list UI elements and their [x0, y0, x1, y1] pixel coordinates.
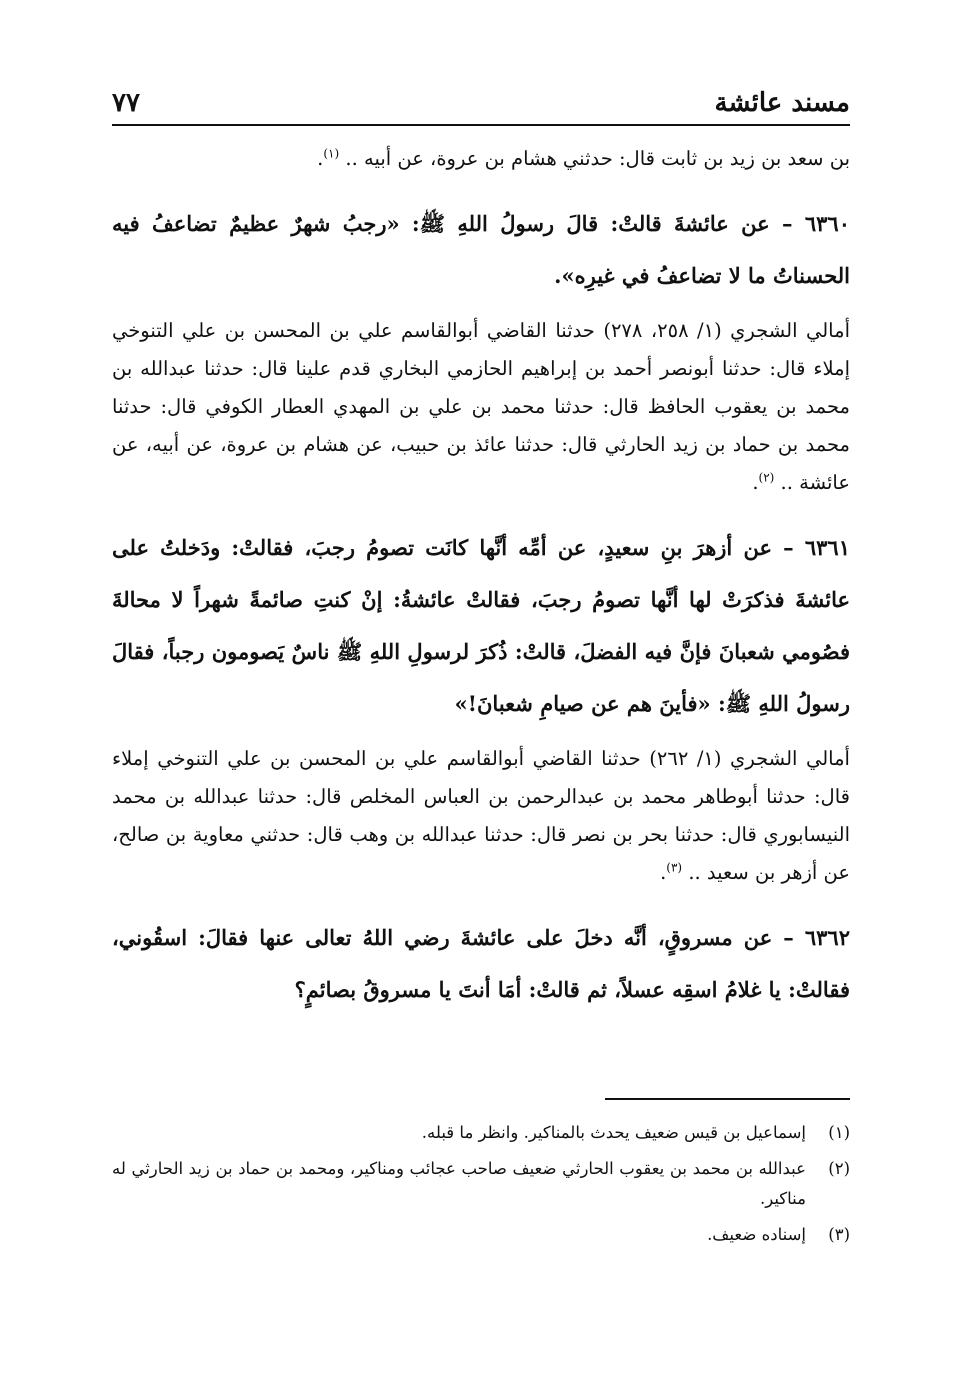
- page-number: ٧٧: [112, 88, 140, 118]
- footnote-number: (٢): [828, 1159, 850, 1178]
- footnote: [112, 1220, 850, 1250]
- footnote-number: (١): [828, 1123, 850, 1142]
- footnote-number: (٣): [828, 1225, 850, 1244]
- hadith-6362: ٦٣٦٢ – عن مسروقٍ، أنَّه دخلَ على عائشةَ رضي اللهُ تعالى عنها فقالَ: اسقُوني، فقالتْ: يا غلامُ اسقِه عسلاً، ثم قالتْ: أمَا أنتَ يا مسروقُ بصائمٍ؟: [112, 925, 850, 1002]
- source-6360: أمالي الشجري (١/ ٢٥٨، ٢٧٨) حدثنا القاضي أبوالقاسم علي بن المحسن بن علي التنوخي إملاء قال: حدثنا أبونصر أحمد بن إبراهيم الحازمي البخاري قدم علينا قال: حدثنا عبدالله بن محمد بن يعقوب الحافظ قال: حدثنا محمد بن علي بن المهدي العطار الكوفي قال: حدثنا محمد بن حماد بن زيد الحارثي قال: حدثنا عائذ بن حبيب، عن هشام بن عروة، عن أبيه، عن عائشة .. $^{(٢)}$.: [112, 319, 850, 494]
- footnote-ref-2: (٢): [758, 470, 775, 485]
- hadith-6360: ٦٣٦٠ – عن عائشةَ قالتْ: قالَ رسولُ اللهِ ﷺ: «رجبُ شهرٌ عظيمٌ تضاعفُ فيه الحسناتُ ما لا تضاعفُ في غيرِه».: [112, 211, 850, 288]
- hadith-6361: ٦٣٦١ – عن أزهرَ بنِ سعيدٍ، عن أمِّه أنَّها كانَت تصومُ رجبَ، فقالتْ: ودَخلتُ على عائشةَ فذكرَتْ لها أنَّها تصومُ رجبَ، فقالتْ عائشةُ: إنْ كنتِ صائمةً شهراً لا محالةَ فصُومي شعبانَ فإنَّ فيه الفضلَ، قالتْ: ذُكرَ لرسولِ اللهِ ﷺ ناسٌ يَصومون رجباً، فقالَ رسولُ اللهِ ﷺ: «فأينَ هم عن صيامِ شعبانَ!»: [112, 535, 850, 716]
- footnote-divider: [605, 1098, 850, 1100]
- footnote-ref-1: (١): [323, 146, 340, 161]
- running-title: مسند عائشة: [714, 88, 850, 118]
- paragraph-text: بن سعد بن زيد بن ثابت قال: حدثني هشام بن عروة، عن أبيه ..: [345, 147, 850, 170]
- footnote-text: إسناده ضعيف.: [707, 1225, 806, 1244]
- footnote-text: إسماعيل بن قيس ضعيف يحدث بالمناكير. وانظر ما قبله.: [421, 1123, 806, 1142]
- source-text: أمالي الشجري (١/ ٢٦٢) حدثنا القاضي أبوالقاسم علي بن المحسن بن علي التنوخي إملاء قال: حدثنا أبوطاهر محمد بن عبدالرحمن بن العباس المخلص قال: حدثنا عبدالله بن محمد النيسابوري قال: حدثنا بحر بن نصر قال: حدثنا عبدالله بن وهب قال: حدثني معاوية بن صالح، عن أزهر بن سعيد ..: [112, 747, 850, 884]
- footnote-text: عبدالله بن محمد بن يعقوب الحارثي ضعيف صاحب عجائب ومناكير، ومحمد بن حماد بن زيد الحارثي له مناكير.: [112, 1159, 806, 1208]
- footnotes: [112, 1118, 850, 1256]
- page-header: [112, 82, 850, 126]
- footnote: [112, 1154, 850, 1214]
- footnote-ref-3: (٣): [666, 860, 683, 875]
- footnote: [112, 1118, 850, 1148]
- source-text: أمالي الشجري (١/ ٢٥٨، ٢٧٨) حدثنا القاضي أبوالقاسم علي بن المحسن بن علي التنوخي إملاء قال: حدثنا أبونصر أحمد بن إبراهيم الحازمي البخاري قدم علينا قال: حدثنا عبدالله بن محمد بن يعقوب الحافظ قال: حدثنا محمد بن علي بن المهدي العطار الكوفي قال: حدثنا محمد بن حماد بن زيد الحارثي قال: حدثنا عائذ بن حبيب، عن هشام بن عروة، عن أبيه، عن عائشة ..: [112, 319, 850, 494]
- source-6361: أمالي الشجري (١/ ٢٦٢) حدثنا القاضي أبوالقاسم علي بن المحسن بن علي التنوخي إملاء قال: حدثنا أبوطاهر محمد بن عبدالرحمن بن العباس المخلص قال: حدثنا عبدالله بن محمد النيسابوري قال: حدثنا بحر بن نصر قال: حدثنا عبدالله بن وهب قال: حدثني معاوية بن صالح، عن أزهر بن سعيد .. $^{(٣)}$.: [112, 747, 850, 884]
- main-text: [112, 140, 850, 1016]
- continuation-paragraph: بن سعد بن زيد بن ثابت قال: حدثني هشام بن عروة، عن أبيه .. $^{(١)}$.: [317, 146, 850, 170]
